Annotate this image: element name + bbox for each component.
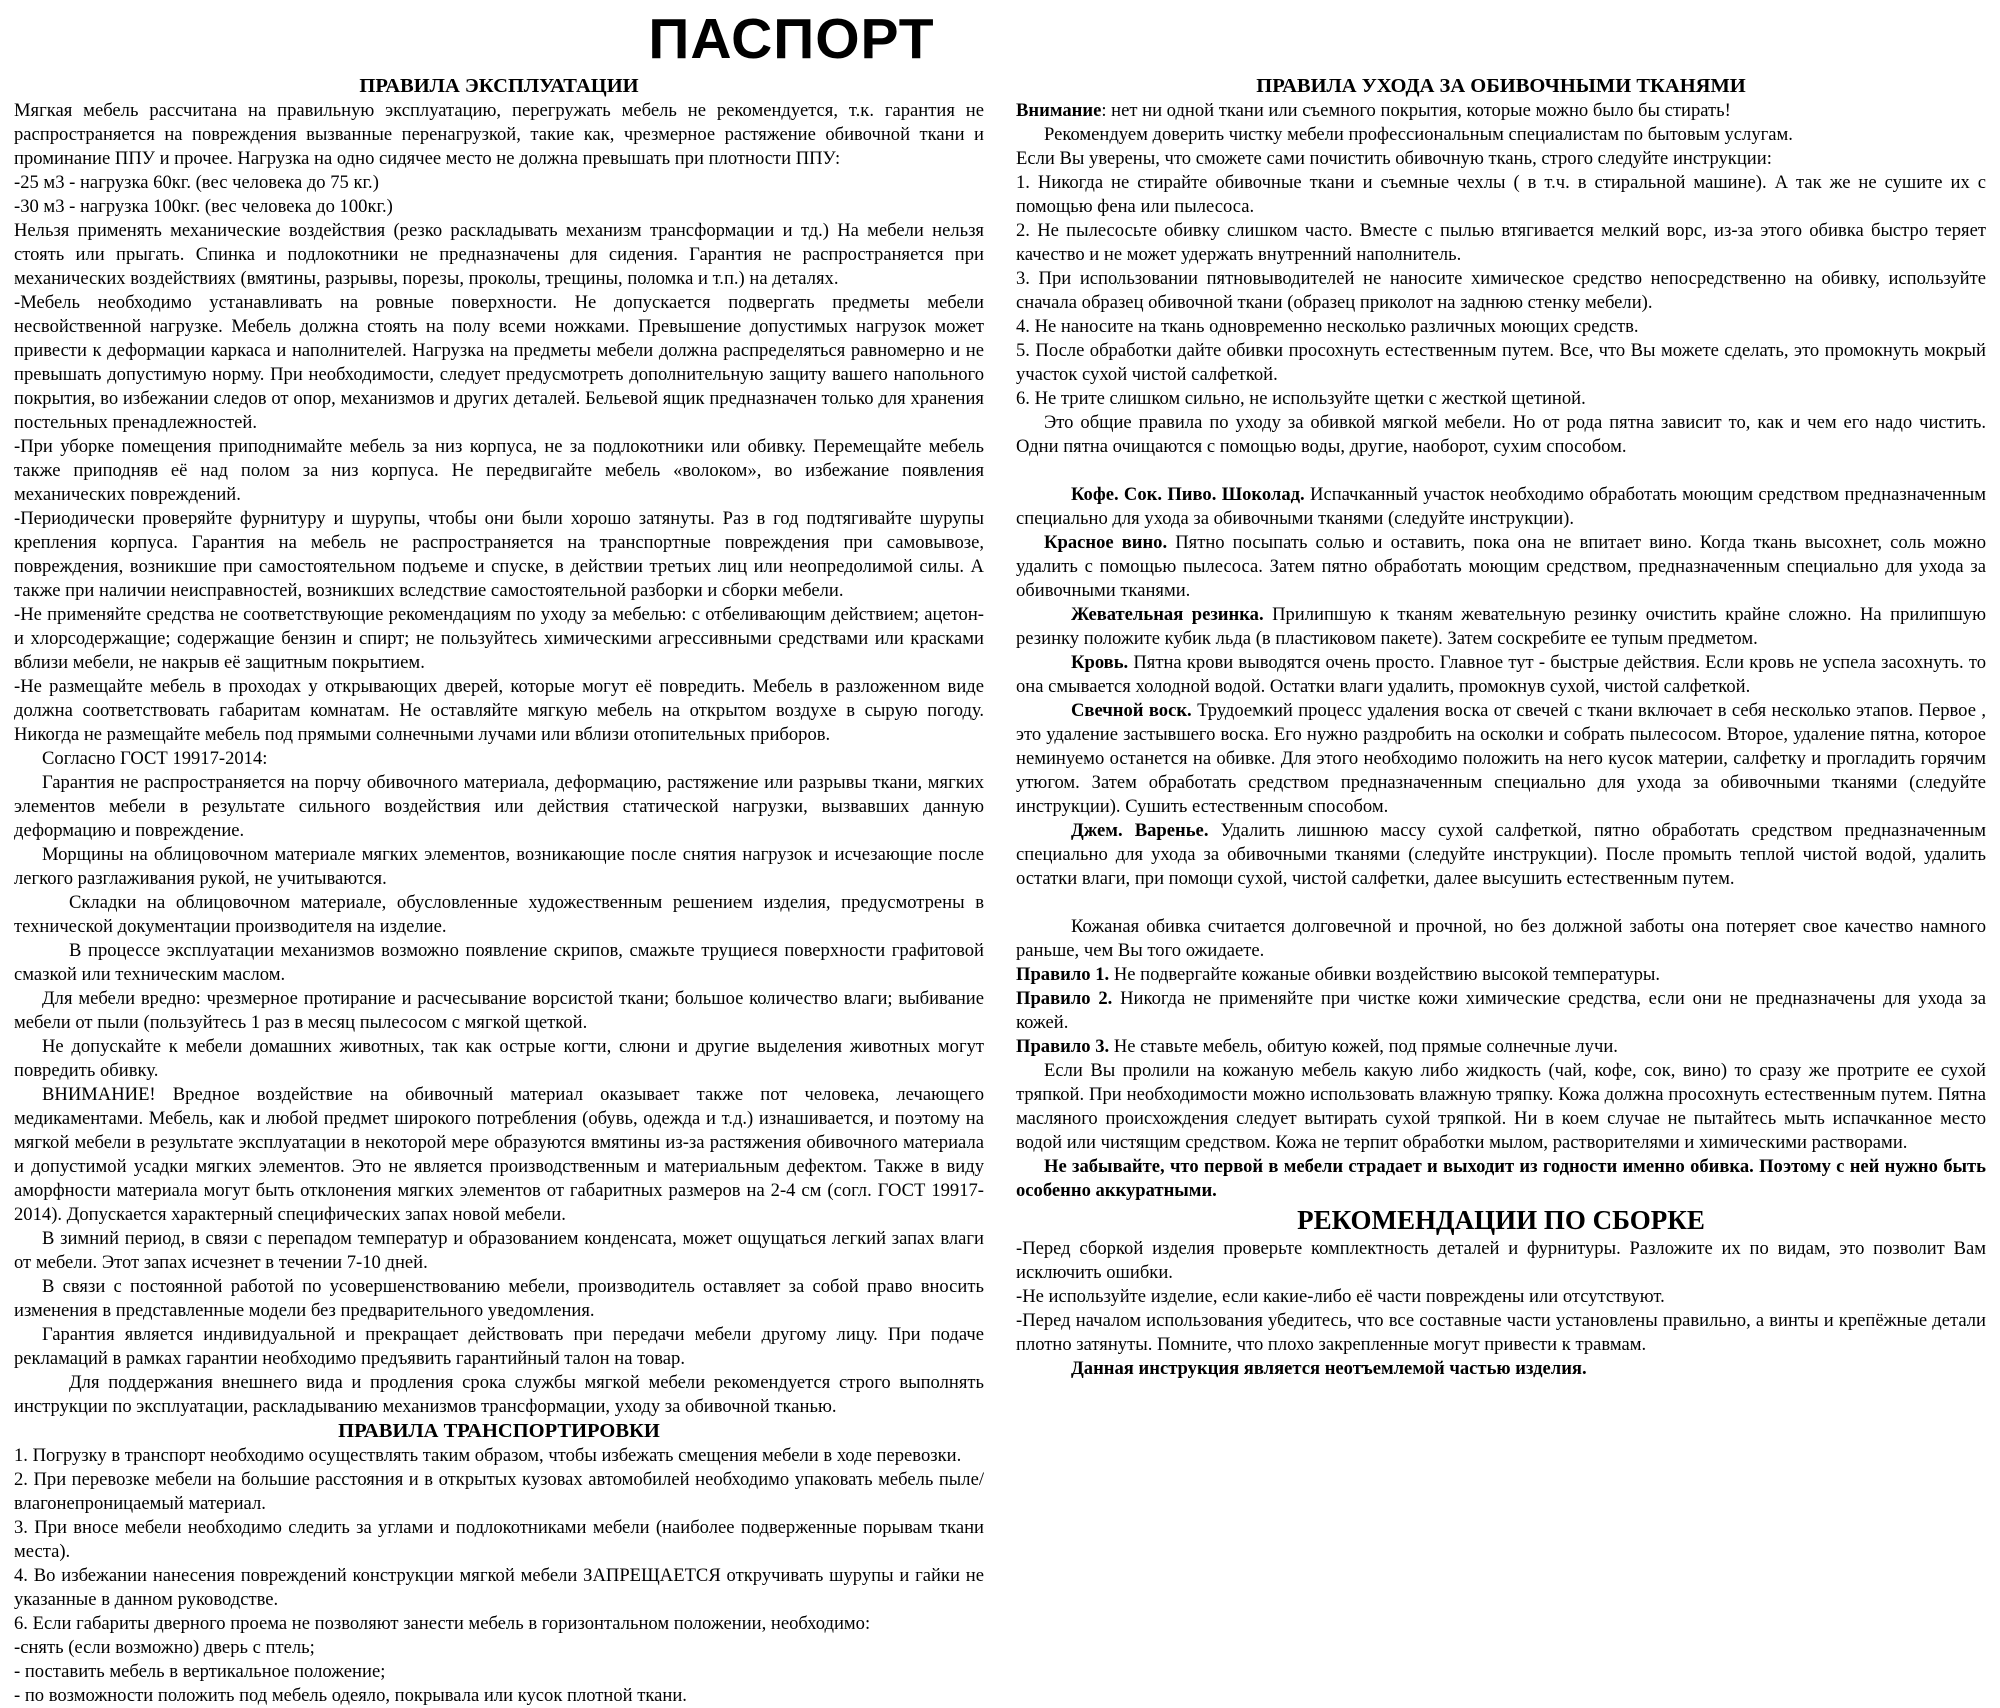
paragraph: 5. После обработки дайте обивки просохнуть естественным путем. Все, что Вы можете сделать, это промокнуть мокрый участок сухой чистой салфеткой. <box>1016 339 1986 385</box>
paragraph: Морщины на облицовочном материале мягких элементов, возникающие после снятия нагрузок и исчезающие после легкого разглаживания рукой, не учитываются. <box>14 843 984 889</box>
paragraph-lead: Свечной воск. <box>1071 699 1192 721</box>
paragraph-lead: Правило 3. <box>1016 1035 1110 1057</box>
paragraph: ВНИМАНИЕ! Вредное воздействие на обивочный материал оказывает также пот человека, лечающего медикаментами. Мебель, как и любой предмет широкого потребления (обувь, одежда и т.д.) изнашивается, и поэтому на мягкой мебели в результате эксплуатации в некоторой мере образуются вмятины из-за растяжения обивочного материала и допустимой усадки мягких элементов. Это не является производственным и материальным дефектом. Также в виду аморфности материала могут быть отклонения мягких элементов от габаритных размеров на 2-4 см (согл. ГОСТ 19917-2014). Допускается характерный специфических запах новой мебели. <box>14 1083 984 1225</box>
paragraph-lead: Правило 1. <box>1016 963 1110 985</box>
paragraph-lead: Внимание <box>1016 99 1102 121</box>
paragraph: Правило 1. Не подвергайте кожаные обивки воздействию высокой температуры. <box>1016 963 1661 985</box>
paragraph: Внимание: нет ни одной ткани или съемного покрытия, которые можно было бы стирать! <box>1016 99 1731 121</box>
paragraph: Если Вы уверены, что сможете сами почистить обивочную ткань, строго следуйте инструкции: <box>1016 147 1772 169</box>
section-heading: ПРАВИЛА УХОДА ЗА ОБИВОЧНЫМИ ТКАНЯМИ <box>1256 74 1746 97</box>
page-title: ПАСПОРТ <box>648 7 935 71</box>
paragraph: В связи с постоянной работой по усовершенствованию мебели, производитель оставляет за собой право вносить изменения в представленные модели без предварительного уведомления. <box>14 1275 984 1321</box>
paragraph: Рекомендуем доверить чистку мебели профессиональным специалистам по бытовым услугам. <box>1044 123 1793 145</box>
paragraph: -Не размещайте мебель в проходах у открывающих дверей, которые могут её повредить. Мебель в разложенном виде должна соответствовать габаритам комнатам. Не оставляйте мягкую мебель на открытом воздухе в сырую погоду. Никогда не размещайте мебель под прямыми солнечными лучами или вблизи отопительных приборов. <box>14 675 984 745</box>
paragraph: -25 м3 - нагрузка 60кг. (вес человека до 75 кг.) <box>14 171 379 193</box>
paragraph-lead: Жевательная резинка. <box>1071 603 1264 625</box>
paragraph: 6. Не трите слишком сильно, не используйте щетки с жесткой щетиной. <box>1016 387 1586 409</box>
paragraph: Свечной воск. Трудоемкий процесс удаления воска от свечей с ткани включает в себя несколько этапов. Первое , это удаление застывшего воска. Его нужно раздробить на осколки и собрать пылесосом. Второе, удаление пятна, которое неминуемо останется на обивке. Для этого необходимо положить на него кусок материи, салфетку и прогладить горячим утюгом. Затем обработать средством предназначенным специально для ухода за обивочными тканями (следуйте инструкции). Сушить естественным способом. <box>1016 699 1986 817</box>
paragraph: 4. Во избежании нанесения повреждений конструкции мягкой мебели ЗАПРЕЩАЕТСЯ откручивать шурупы и гайки не указанные в данном руководстве. <box>14 1564 984 1610</box>
paragraph: -30 м3 - нагрузка 100кг. (вес человека до 100кг.) <box>14 195 393 217</box>
paragraph: - поставить мебель в вертикальное положение; <box>14 1660 386 1682</box>
paragraph: Нельзя применять механические воздействия (резко раскладывать механизм трансформации и тд.) На мебели нельзя стоять или прыгать. Спинка и подлокотники не предназначены для сидения. Гарантия не распространяется при механических воздействиях (вмятины, разрывы, порезы, проколы, трещины, поломка и т.п.) на деталях. <box>14 219 984 289</box>
paragraph: Правило 3. Не ставьте мебель, обитую кожей, под прямые солнечные лучи. <box>1016 1035 1618 1057</box>
paragraph: Если Вы пролили на кожаную мебель какую либо жидкость (чай, кофе, сок, вино) то сразу же протрите ее сухой тряпкой. При необходимости можно использовать влажную тряпку. Кожа должна просохнуть естественным путем. Пятна масляного происхождения следует вытирать сухой тряпкой. Ни в коем случае не пытайтесь мыть испачканное место водой или чистящим средством. Кожа не терпит обработки мылом, растворителями и химическими растворами. <box>1016 1059 1986 1153</box>
paragraph: -При уборке помещения приподнимайте мебель за низ корпуса, не за подлокотники или обивку. Перемещайте мебель также приподняв её над полом за низ корпуса. Не передвигайте мебель «волоком», во избежание появления механических повреждений. <box>14 435 984 505</box>
paragraph: Жевательная резинка. Прилипшую к тканям жевательную резинку очистить крайне сложно. На прилипшую резинку положите кубик льда (в пластиковом пакете). Затем соскребите ее тупым предметом. <box>1016 603 1986 649</box>
paragraph: 2. Не пылесосьте обивку слишком часто. Вместе с пылью втягивается мелкий ворс, из-за этого обивка быстро теряет качество и не может удержать внутренний наполнитель. <box>1016 219 1986 265</box>
paragraph: - по возможности положить под мебель одеяло, покрывала или кусок плотной ткани. <box>14 1684 687 1706</box>
paragraph: 6. Если габариты дверного проема не позволяют занести мебель в горизонтальном положении, необходимо: <box>14 1612 871 1634</box>
paragraph: Согласно ГОСТ 19917-2014: <box>42 747 268 769</box>
section-heading: ПРАВИЛА ЭКСПЛУАТАЦИИ <box>359 74 639 97</box>
paragraph: Кофе. Сок. Пиво. Шоколад. Испачканный участок необходимо обработать моющим средством предназначенным специально для ухода за обивочными тканями (следуйте инструкции). <box>1016 483 1986 529</box>
paragraph: -Периодически проверяйте фурнитуру и шурупы, чтобы они были хорошо затянуты. Раз в год подтягивайте шурупы крепления корпуса. Гарантия на мебель не распространяется на транспортные повреждения при самовывозе, повреждения, возникшие при самостоятельном подъеме и спуске, в действии третьих лиц или неопредолимой силы. А также при наличии неисправностей, возникших вследствие самостоятельной разборки и сборки мебели. <box>14 507 984 601</box>
paragraph: Гарантия является индивидуальной и прекращает действовать при передачи мебели другому лицу. При подаче рекламаций в рамках гарантии необходимо предъявить гарантийный талон на товар. <box>14 1323 984 1369</box>
paragraph: 1. Погрузку в транспорт необходимо осуществлять таким образом, чтобы избежать смещения мебели в ходе перевозки. <box>14 1444 962 1466</box>
paragraph: -Не используйте изделие, если какие-либо её части повреждены или отсутствуют. <box>1016 1285 1665 1307</box>
paragraph: Для поддержания внешнего вида и продления срока службы мягкой мебели рекомендуется строго выполнять инструкции по эксплуатации, раскладыванию механизмов трансформации, уходу за обивочной тканью. <box>14 1371 984 1417</box>
paragraph: Кожаная обивка считается долговечной и прочной, но без должной заботы она потеряет свое качество намного раньше, чем Вы того ожидаете. <box>1016 915 1986 961</box>
paragraph-spacer <box>1016 891 1986 915</box>
paragraph: -Перед сборкой изделия проверьте комплектность деталей и фурнитуры. Разложите их по видам, это позволит Вам исключить ошибки. <box>1016 1237 1986 1283</box>
paragraph: Джем. Варенье. Удалить лишнюю массу сухой салфеткой, пятно обработать средством предназначенным специально для ухода за обивочными тканями (следуйте инструкции). После промыть теплой чистой водой, удалить остатки влаги, при помощи сухой, чистой салфетки, далее высушить естественным путем. <box>1016 819 1987 889</box>
paragraph: 3. При использовании пятновыводителей не наносите химическое средство непосредственно на обивку, используйте сначала образец обивочной ткани (образец приколот на заднюю стенку мебели). <box>1016 267 1986 313</box>
paragraph: Гарантия не распространяется на порчу обивочного материала, деформацию, растяжение или разрывы ткани, мягких элементов мебели в результате сильного воздействия или действия статической нагрузки, вызвавших данную деформацию и повреждение. <box>14 771 984 841</box>
paragraph-lead: Джем. Варенье. <box>1071 819 1209 841</box>
paragraph: Это общие правила по уходу за обивкой мягкой мебели. Но от рода пятна зависит то, как и чем его надо чистить. Одни пятна очищаются с помощью воды, другие, наоборот, сухим способом. <box>1016 411 1986 457</box>
paragraph: Складки на облицовочном материале, обусловленные художественным решением изделия, предусмотрены в технической документации производителя на изделие. <box>14 891 984 937</box>
paragraph-spacer <box>1016 459 1986 483</box>
section-heading: РЕКОМЕНДАЦИИ ПО СБОРКЕ <box>1297 1204 1705 1235</box>
paragraph-lead: Кофе. Сок. Пиво. Шоколад. <box>1071 483 1305 505</box>
paragraph: -Мебель необходимо устанавливать на ровные поверхности. Не допускается подвергать предметы мебели несвойственной нагрузке. Мебель должна стоять на полу всеми ножками. Превышение допустимых нагрузок может привести к деформации каркаса и наполнителей. Нагрузка на предметы мебели должна распределяться равномерно и не превышать допустимую норму. При необходимости, следует предусмотреть дополнительную защиту вашего напольного покрытия, во избежании следов от опор, механизмов и других деталей. Бельевой ящик предназначен только для хранения постельных пренадлежностей. <box>14 291 984 433</box>
paragraph-lead: Правило 2. <box>1016 987 1113 1009</box>
paragraph: В зимний период, в связи с перепадом температур и образованием конденсата, может ощущаться легкий запах влаги от мебели. Этот запах исчезнет в течении 7-10 дней. <box>14 1227 984 1273</box>
paragraph: -Перед началом использования убедитесь, что все составные части установлены правильно, а винты и крепёжные детали плотно затянуты. Помните, что плохо закрепленные могут привести к травмам. <box>1016 1309 1986 1355</box>
paragraph: 4. Не наносите на ткань одновременно несколько различных моющих средств. <box>1016 315 1639 337</box>
paragraph-lead: Красное вино. <box>1044 531 1168 553</box>
paragraph: 1. Никогда не стирайте обивочные ткани и съемные чехлы ( в т.ч. в стиральной машине). А так же не сушите их с помощью фена или пылесоса. <box>1016 171 1986 217</box>
paragraph: Для мебели вредно: чрезмерное протирание и расчесывание ворсистой ткани; большое количество влаги; выбивание мебели от пыли (пользуйтесь 1 раз в месяц пылесосом с мягкой щеткой. <box>14 987 984 1033</box>
paragraph: -снять (если возможно) дверь с птель; <box>14 1636 315 1658</box>
paragraph: Не допускайте к мебели домашних животных, так как острые когти, слюни и другие выделения животных могут повредить обивку. <box>14 1035 984 1081</box>
paragraph: Мягкая мебель рассчитана на правильную эксплуатацию, перегружать мебель не рекомендуется, т.к. гарантия не распространяется на повреждения вызванные перенагрузкой, такие как, чрезмерное растяжение обивочной ткани и проминание ППУ и прочее. Нагрузка на одно сидячее место не должна превышать при плотности ППУ: <box>14 99 984 169</box>
paragraph: Красное вино. Пятно посыпать солью и оставить, пока она не впитает вино. Когда ткань высохнет, соль можно удалить с помощью пылесоса. Затем пятно обработать моющим средством, предназначенным специально для ухода за обивочными тканями. <box>1016 531 1986 601</box>
paragraph: Кровь. Пятна крови выводятся очень просто. Главное тут - быстрые действия. Если кровь не успела засохнуть. то она смывается холодной водой. Остатки влаги удалить, промокнув сухой, чистой салфеткой. <box>1016 651 1986 697</box>
paragraph: В процессе эксплуатации механизмов возможно появление скрипов, смажьте трущиеся поверхности графитовой смазкой или техническим маслом. <box>14 939 984 985</box>
paragraph: 2. При перевозке мебели на большие расстояния и в открытых кузовах автомобилей необходимо упаковать мебель пыле/влагонепроницаемый материал. <box>14 1468 984 1514</box>
two-column-layout <box>14 74 1986 1708</box>
paragraph: Правило 2. Никогда не применяйте при чистке кожи химические средства, если они не предназначены для ухода за кожей. <box>1016 987 1986 1033</box>
left-column <box>14 74 984 1708</box>
paragraph: 3. При вносе мебели необходимо следить за углами и подлокотниками мебели (наиболее подверженные порывам ткани места). <box>14 1516 984 1562</box>
paragraph-lead: Кровь. <box>1071 651 1129 673</box>
section-heading: ПРАВИЛА ТРАНСПОРТИРОВКИ <box>338 1419 660 1442</box>
paragraph: Не забывайте, что первой в мебели страдает и выходит из годности именно обивка. Поэтому с ней нужно быть особенно аккуратными. <box>1016 1155 1986 1201</box>
paragraph: -Не применяйте средства не соответствующие рекомендациям по уходу за мебелью: с отбеливающим действием; ацетон- и хлорсодержащие; содержащие бензин и спирт; не пользуйтесь химическими агрессивными средствами или красками вблизи мебели, не накрыв её защитным покрытием. <box>14 603 984 673</box>
right-column <box>1016 74 1986 1381</box>
paragraph: Данная инструкция является неотъемлемой частью изделия. <box>1071 1357 1587 1379</box>
